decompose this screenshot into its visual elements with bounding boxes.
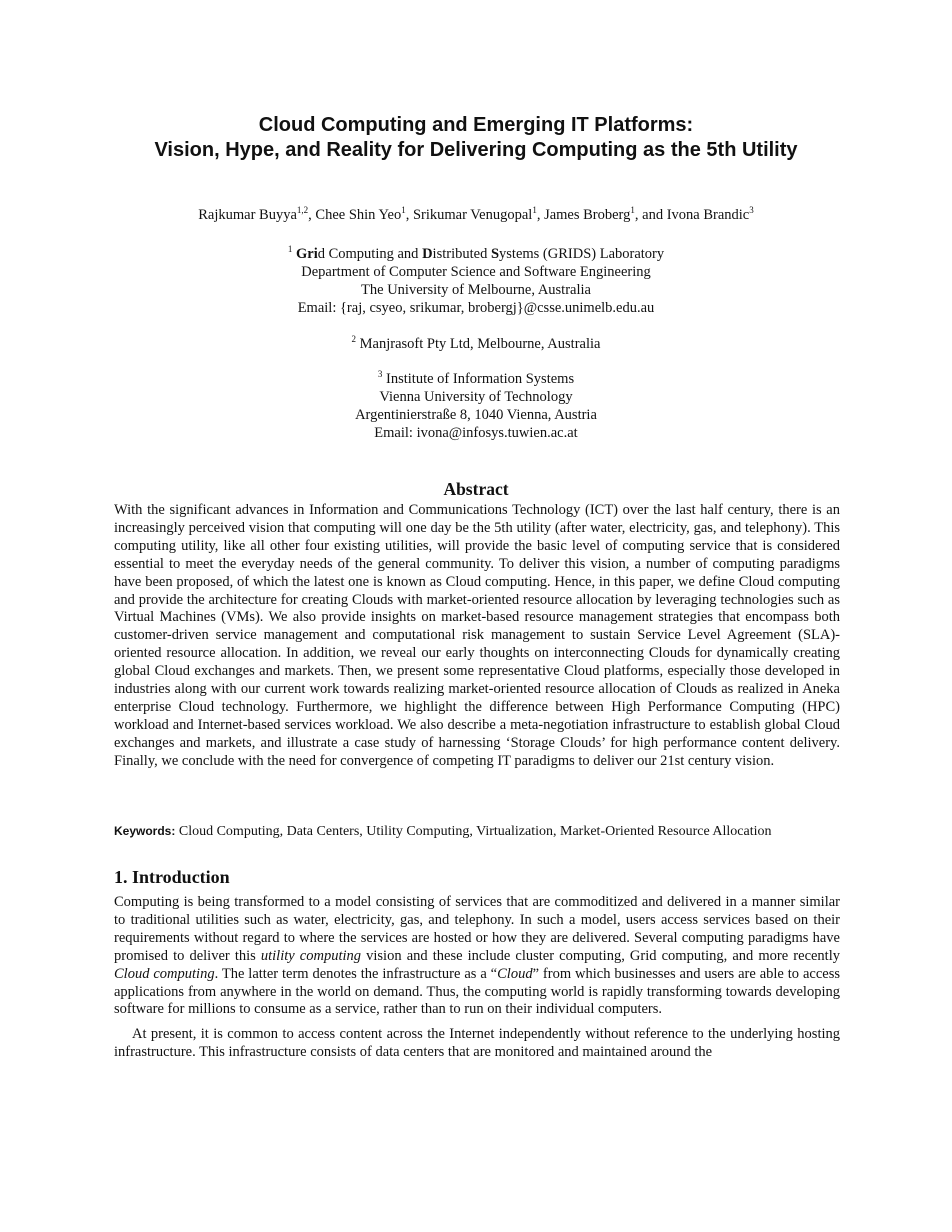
author-name: Ivona Brandic [666, 207, 750, 223]
affiliation-3-name: Institute of Information Systems [386, 371, 575, 387]
emphasized-term: Cloud computing [114, 965, 215, 982]
introduction-paragraph-2: At present, it is common to access content across the Internet independently without reference to the underlying hosting infrastructure. This infrastructure consists of data centers that are monitored and maintained around the [114, 1026, 840, 1061]
introduction-body [114, 894, 840, 1062]
lab-name-text: istributed [432, 246, 491, 262]
emphasized-term: utility computing [260, 947, 362, 964]
paragraph-text: . The latter term denotes the infrastructure as a “ [214, 965, 498, 982]
abstract-body [114, 502, 840, 771]
author-name: James Broberg [544, 207, 631, 223]
paragraph-text: Computing is being transformed to a model consisting of services that are commoditized and delivered in a manner similar to traditional utilities such as water, electricity, gas, and telephony. In such a model, users access services based on their requirements without regard to where the services are hosted or how they are delivered. Several computing paradigms have promised to deliver this [114, 894, 840, 964]
author-separator: , and [634, 207, 667, 223]
lab-name-text: d Computing and [317, 246, 423, 262]
affiliation-2-line-1 [0, 335, 952, 353]
keywords [114, 824, 854, 840]
affiliation-3-email: Email: ivona@infosys.tuwien.ac.at [374, 425, 578, 441]
author-affiliation-marker: 1 [401, 205, 406, 215]
affiliation-3 [0, 370, 952, 442]
author-affiliation-marker: 1 [630, 205, 635, 215]
affiliation-1-line-2: Department of Computer Science and Software Engineering [301, 264, 651, 280]
author-affiliation-marker: 1 [532, 205, 537, 215]
section-heading-introduction: 1. Introduction [114, 867, 230, 887]
affiliation-3-line-2: Vienna University of Technology [379, 389, 573, 405]
author-separator: , [536, 207, 545, 223]
affiliation-2-marker: 2 [351, 334, 357, 344]
author-name: Rajkumar Buyya [198, 207, 297, 223]
affiliation-1-marker: 1 [287, 244, 293, 254]
affiliation-3-marker: 3 [377, 369, 383, 379]
affiliation-1-line-3: The University of Melbourne, Australia [361, 282, 591, 298]
affiliation-1-lab-name [296, 246, 664, 262]
author-affiliation-marker: 3 [749, 205, 754, 215]
affiliation-2-name: Manjrasoft Pty Ltd, Melbourne, Australia [359, 336, 601, 352]
author-affiliation-marker: 1,2 [296, 205, 309, 215]
emphasized-term: Cloud [497, 965, 533, 982]
lab-acronym-letter: S [490, 246, 500, 262]
author-name: Chee Shin Yeo [315, 207, 402, 223]
lab-acronym-letter: Gri [295, 246, 318, 262]
author-separator: , [405, 207, 413, 223]
lab-acronym-letter: D [422, 246, 433, 262]
affiliation-2 [0, 335, 952, 353]
affiliation-3-line-1 [0, 370, 952, 388]
author-name: Srikumar Venugopal [412, 207, 533, 223]
author-separator: , [308, 207, 316, 223]
title-line-1: Cloud Computing and Emerging IT Platforms: [258, 114, 694, 136]
keywords-text: Cloud Computing, Data Centers, Utility Computing, Virtualization, Market-Oriented Resource Allocation [175, 824, 772, 839]
paragraph-text: vision and these include cluster computing, Grid computing, and more recently [361, 947, 840, 964]
affiliation-1-email: Email: {raj, csyeo, srikumar, brobergj}@csse.unimelb.edu.au [297, 300, 655, 316]
introduction-paragraph-1 [114, 894, 840, 1019]
authors-line [0, 206, 952, 224]
affiliation-1-line-1 [0, 245, 952, 263]
paper-title [0, 113, 952, 163]
affiliation-3-line-3: Argentinierstraße 8, 1040 Vienna, Austria [355, 407, 597, 423]
title-line-2: Vision, Hype, and Reality for Delivering Computing as the 5th Utility [154, 139, 798, 161]
author-list [0, 206, 952, 224]
paragraph-text: ” from which businesses and users are able to access applications from anywhere in the world on demand. Thus, the computing world is rapidly transforming towards developing software for millions to consume as a service, rather than to run on their individual computers. [114, 965, 840, 1018]
abstract-heading: Abstract [443, 479, 509, 499]
keywords-label: Keywords: [114, 824, 176, 838]
lab-name-text: ystems (GRIDS) Laboratory [499, 246, 665, 262]
affiliation-1 [0, 245, 952, 317]
abstract-text: With the significant advances in Information and Communications Technology (ICT) over the last half century, there is an increasingly perceived vision that computing will one day be the 5th utility (after water, electricity, gas, and telephony). This computing utility, like all other four existing utilities, will provide the basic level of computing service that is considered essential to meet the everyday needs of the general community. To deliver this vision, a number of computing paradigms have been proposed, of which the latest one is known as Cloud computing. Hence, in this paper, we define Cloud computing and provide the architecture for creating Clouds with market-oriented resource allocation by leveraging technologies such as Virtual Machines (VMs). We also provide insights on market-based resource management strategies that encompass both customer-driven service management and computational risk management to sustain Service Level Agreement (SLA)-oriented resource allocation. In addition, we reveal our early thoughts on interconnecting Clouds for dynamically creating global Cloud exchanges and markets. Then, we present some representative Cloud platforms, especially those developed in industries along with our current work towards realizing market-oriented resource allocation of Clouds as realized in Aneka enterprise Cloud technology. Furthermore, we highlight the difference between High Performance Computing (HPC) workload and Internet-based services workload. We also describe a meta-negotiation infrastructure to establish global Cloud exchanges and markets, and illustrate a case study of harnessing ‘Storage Clouds’ for high performance content delivery. Finally, we conclude with the need for convergence of competing IT paradigms to deliver our 21st century vision. [114, 502, 840, 769]
